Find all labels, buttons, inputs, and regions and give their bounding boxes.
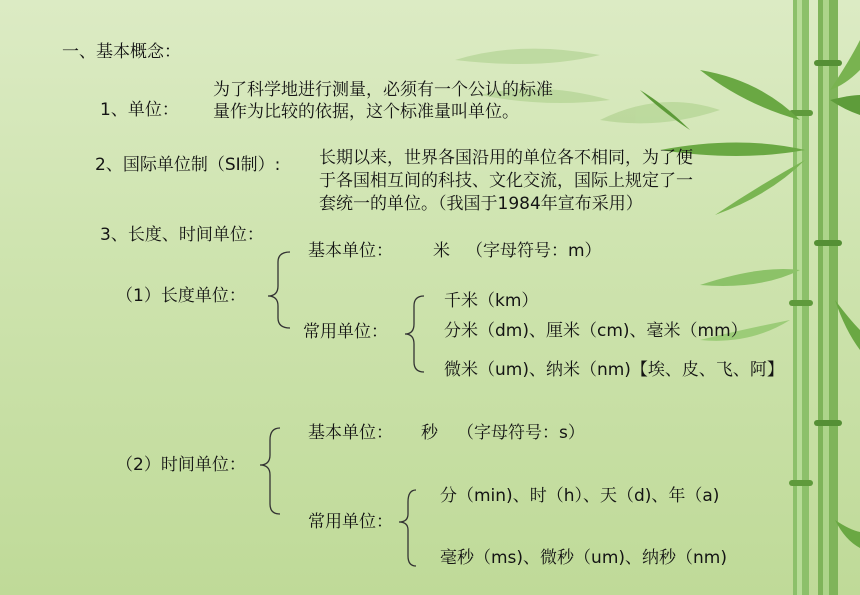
time-basic-label: 基本单位： — [308, 423, 393, 443]
time-common-item-1: 分（min)、时（h）、天（d)、年（a) — [440, 486, 720, 506]
si-description-line-2: 于各国相互间的科技、文化交流，国际上规定了一 — [319, 171, 693, 191]
si-description-line-3: 套统一的单位。（我国于1984年宣布采用） — [319, 194, 643, 214]
length-common-item-3: 微米（um)、纳米（nm)【埃、皮、飞、阿】 — [444, 360, 784, 380]
length-basic-value: 米 — [433, 241, 450, 261]
time-basic-symbol: （字母符号：s） — [457, 423, 585, 443]
si-label: 2、国际单位制（SI制）: — [95, 155, 281, 175]
length-time-label: 3、长度、时间单位： — [100, 225, 264, 245]
length-common-item-1: 千米（km） — [444, 291, 539, 311]
unit-definition-line-2: 量作为比较的依据，这个标准量叫单位。 — [213, 102, 519, 122]
length-basic-symbol: （字母符号：m） — [466, 241, 602, 261]
length-units-label: （1）长度单位： — [116, 286, 246, 306]
time-common-item-2: 毫秒（ms)、微秒（um)、纳秒（nm) — [440, 548, 727, 568]
si-description-line-1: 长期以来，世界各国沿用的单位各不相同，为了便 — [319, 148, 693, 168]
unit-label: 1、单位： — [100, 100, 179, 120]
time-units-label: （2）时间单位： — [116, 455, 246, 475]
time-common-label: 常用单位： — [308, 512, 393, 532]
length-common-item-2: 分米（dm)、厘米（cm)、毫米（mm） — [444, 321, 748, 341]
length-basic-label: 基本单位： — [308, 241, 393, 261]
unit-definition-line-1: 为了科学地进行测量，必须有一个公认的标准 — [213, 80, 553, 100]
section-heading: 一、基本概念： — [62, 42, 181, 62]
time-basic-value: 秒 — [421, 423, 438, 443]
length-common-label: 常用单位： — [303, 322, 388, 342]
